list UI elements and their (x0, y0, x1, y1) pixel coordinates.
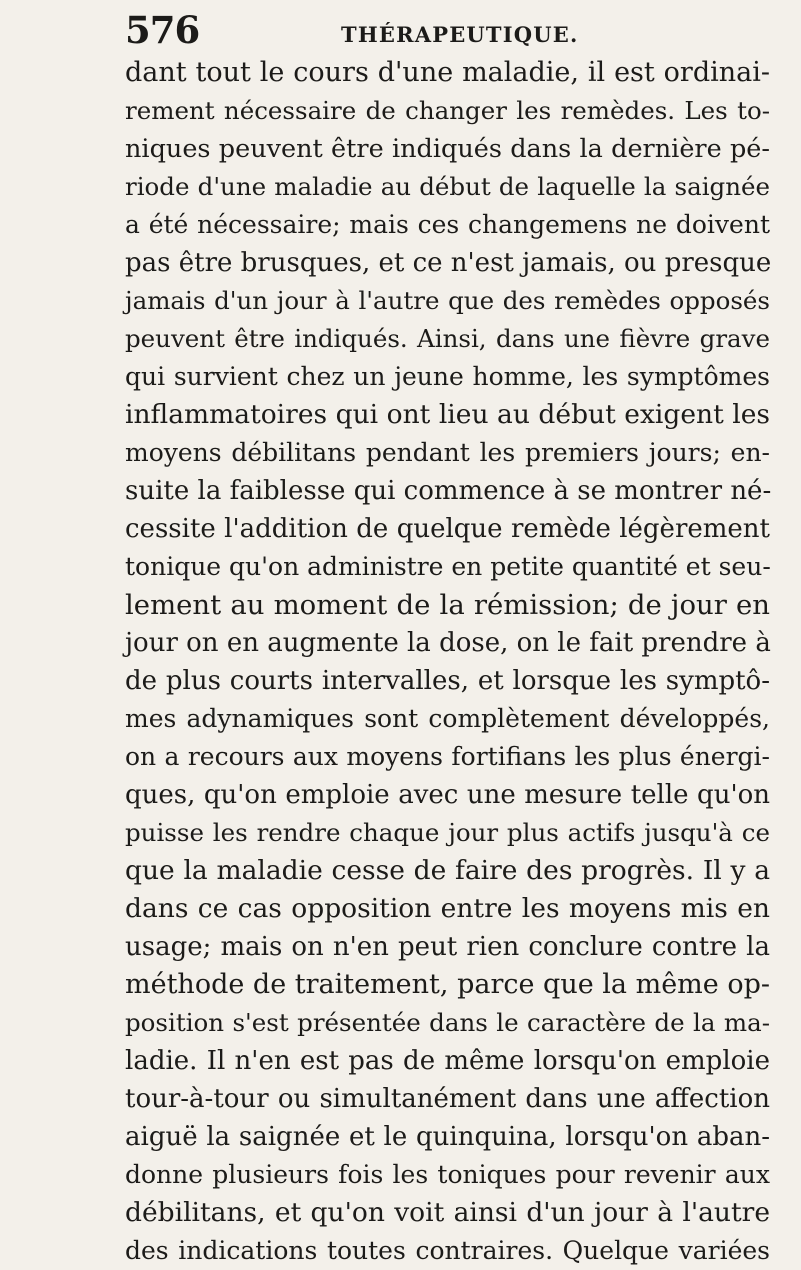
text-line: qui survient chez un jeune homme, les symptômes (125, 362, 770, 391)
text-line: moyens débilitans pendant les premiers jours; en- (125, 438, 770, 467)
text-line: que la maladie cesse de faire des progrès. Il y a (125, 855, 770, 886)
text-line: tour-à-tour ou simultanément dans une affection (125, 1084, 770, 1114)
text-line: on a recours aux moyens fortifians les plus énergi- (125, 742, 770, 771)
text-line: usage; mais on n'en peut rien conclure contre la (125, 932, 770, 962)
text-line: mes adynamiques sont complètement développés, (125, 704, 770, 733)
text-line: riode d'une maladie au début de laquelle la saignée (125, 172, 770, 201)
text-line: dant tout le cours d'une maladie, il est ordinai- (125, 57, 770, 88)
text-line: ladie. Il n'en est pas de même lorsqu'on emploie (125, 1046, 770, 1076)
text-line: pas être brusques, et ce n'est jamais, ou presque (125, 248, 772, 278)
text-line: des indications toutes contraires. Quelque variées (125, 1236, 770, 1265)
body-text (125, 54, 770, 1270)
text-line: donne plusieurs fois les toniques pour revenir aux (125, 1160, 770, 1189)
text-line: tonique qu'on administre en petite quantité et seu- (125, 552, 771, 581)
page-number: 576 (125, 8, 200, 52)
text-line: inflammatoires qui ont lieu au début exigent les (125, 399, 770, 430)
text-line: ques, qu'on emploie avec une mesure telle qu'on (125, 780, 770, 810)
text-line: de plus courts intervalles, et lorsque les symptô- (125, 666, 770, 696)
text-line: a été nécessaire; mais ces changemens ne doivent (125, 210, 770, 239)
text-line: dans ce cas opposition entre les moyens mis en (125, 893, 770, 924)
text-line: niques peuvent être indiqués dans la dernière pé- (125, 134, 770, 164)
text-line: aiguë la saignée et le quinquina, lorsqu'on aban- (125, 1122, 770, 1152)
text-line: rement nécessaire de changer les remèdes. Les to- (125, 96, 770, 125)
text-line: lement au moment de la rémission; de jour en (125, 589, 770, 621)
text-line: méthode de traitement, parce que la même op- (125, 969, 770, 1000)
text-line: peuvent être indiqués. Ainsi, dans une fièvre grave (125, 324, 770, 353)
text-line: position s'est présentée dans le caractère de la ma- (125, 1008, 770, 1037)
text-line: cessite l'addition de quelque remède légèrement (125, 514, 770, 544)
text-line: jamais d'un jour à l'autre que des remèdes opposés (125, 286, 770, 315)
text-line: puisse les rendre chaque jour plus actifs jusqu'à ce (125, 818, 770, 847)
text-line: suite la faiblesse qui commence à se montrer né- (125, 476, 772, 506)
text-line: jour on en augmente la dose, on le fait prendre à (125, 628, 771, 658)
text-line: débilitans, et qu'on voit ainsi d'un jour à l'autre (125, 1197, 770, 1228)
page-header (125, 8, 745, 52)
running-title: THÉRAPEUTIQUE. (341, 22, 579, 47)
